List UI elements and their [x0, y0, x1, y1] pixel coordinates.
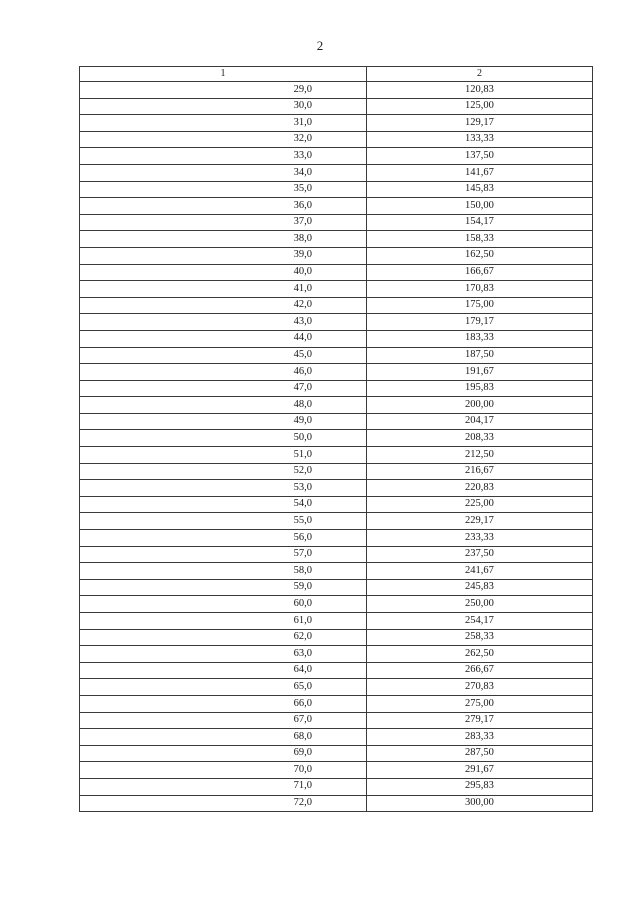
cell-column-2: 245,83 — [367, 579, 593, 596]
cell-column-2: 179,17 — [367, 314, 593, 331]
cell-column-2: 187,50 — [367, 347, 593, 364]
cell-column-1: 66,0 — [80, 695, 367, 712]
column-header-1: 1 — [80, 67, 367, 82]
table-row — [80, 613, 593, 630]
header-row — [80, 67, 593, 82]
table-row — [80, 447, 593, 464]
cell-column-1: 53,0 — [80, 480, 367, 497]
cell-column-1: 34,0 — [80, 164, 367, 181]
cell-column-2: 183,33 — [367, 330, 593, 347]
cell-column-1: 48,0 — [80, 397, 367, 414]
cell-column-1: 32,0 — [80, 131, 367, 148]
table-row — [80, 795, 593, 812]
table-row — [80, 297, 593, 314]
table-row — [80, 745, 593, 762]
cell-column-2: 254,17 — [367, 613, 593, 630]
cell-column-1: 46,0 — [80, 364, 367, 381]
cell-column-1: 54,0 — [80, 496, 367, 513]
table-row — [80, 596, 593, 613]
table-row — [80, 778, 593, 795]
cell-column-1: 29,0 — [80, 82, 367, 99]
cell-column-2: 141,67 — [367, 164, 593, 181]
cell-column-2: 266,67 — [367, 662, 593, 679]
table-row — [80, 231, 593, 248]
cell-column-2: 120,83 — [367, 82, 593, 99]
cell-column-1: 35,0 — [80, 181, 367, 198]
cell-column-1: 57,0 — [80, 546, 367, 563]
cell-column-1: 36,0 — [80, 198, 367, 215]
cell-column-1: 60,0 — [80, 596, 367, 613]
table-row — [80, 762, 593, 779]
cell-column-2: 200,00 — [367, 397, 593, 414]
cell-column-2: 208,33 — [367, 430, 593, 447]
cell-column-1: 63,0 — [80, 646, 367, 663]
cell-column-2: 287,50 — [367, 745, 593, 762]
table-row — [80, 579, 593, 596]
column-header-2: 2 — [367, 67, 593, 82]
table-row — [80, 695, 593, 712]
cell-column-1: 47,0 — [80, 380, 367, 397]
table-row — [80, 397, 593, 414]
table-row — [80, 131, 593, 148]
cell-column-2: 262,50 — [367, 646, 593, 663]
cell-column-2: 195,83 — [367, 380, 593, 397]
table-row — [80, 264, 593, 281]
table-row — [80, 380, 593, 397]
cell-column-2: 291,67 — [367, 762, 593, 779]
cell-column-2: 295,83 — [367, 778, 593, 795]
cell-column-2: 162,50 — [367, 247, 593, 264]
table-body — [80, 82, 593, 812]
cell-column-1: 72,0 — [80, 795, 367, 812]
table-row — [80, 164, 593, 181]
table-row — [80, 463, 593, 480]
table-row — [80, 148, 593, 165]
cell-column-2: 250,00 — [367, 596, 593, 613]
cell-column-1: 50,0 — [80, 430, 367, 447]
table-row — [80, 629, 593, 646]
cell-column-2: 129,17 — [367, 115, 593, 132]
table-row — [80, 563, 593, 580]
cell-column-1: 64,0 — [80, 662, 367, 679]
cell-column-2: 150,00 — [367, 198, 593, 215]
cell-column-1: 37,0 — [80, 214, 367, 231]
cell-column-1: 51,0 — [80, 447, 367, 464]
cell-column-2: 258,33 — [367, 629, 593, 646]
cell-column-1: 42,0 — [80, 297, 367, 314]
table-row — [80, 530, 593, 547]
table-row — [80, 314, 593, 331]
cell-column-1: 65,0 — [80, 679, 367, 696]
cell-column-2: 125,00 — [367, 98, 593, 115]
cell-column-2: 145,83 — [367, 181, 593, 198]
table-row — [80, 347, 593, 364]
table-row — [80, 662, 593, 679]
table-row — [80, 513, 593, 530]
cell-column-1: 33,0 — [80, 148, 367, 165]
cell-column-2: 170,83 — [367, 281, 593, 298]
cell-column-1: 39,0 — [80, 247, 367, 264]
data-table — [79, 66, 593, 812]
table-row — [80, 281, 593, 298]
cell-column-1: 62,0 — [80, 629, 367, 646]
cell-column-2: 154,17 — [367, 214, 593, 231]
cell-column-1: 58,0 — [80, 563, 367, 580]
table-row — [80, 181, 593, 198]
table-row — [80, 247, 593, 264]
table-header — [80, 67, 593, 82]
cell-column-1: 52,0 — [80, 463, 367, 480]
cell-column-1: 59,0 — [80, 579, 367, 596]
cell-column-1: 30,0 — [80, 98, 367, 115]
cell-column-2: 275,00 — [367, 695, 593, 712]
table-row — [80, 729, 593, 746]
cell-column-1: 69,0 — [80, 745, 367, 762]
cell-column-2: 229,17 — [367, 513, 593, 530]
table-row — [80, 496, 593, 513]
cell-column-2: 137,50 — [367, 148, 593, 165]
table-row — [80, 646, 593, 663]
table-row — [80, 546, 593, 563]
table-row — [80, 679, 593, 696]
table-row — [80, 480, 593, 497]
cell-column-1: 70,0 — [80, 762, 367, 779]
cell-column-1: 43,0 — [80, 314, 367, 331]
table-row — [80, 98, 593, 115]
cell-column-2: 158,33 — [367, 231, 593, 248]
cell-column-2: 233,33 — [367, 530, 593, 547]
page-number: 2 — [316, 38, 324, 53]
table-row — [80, 198, 593, 215]
cell-column-2: 300,00 — [367, 795, 593, 812]
cell-column-1: 49,0 — [80, 413, 367, 430]
cell-column-1: 44,0 — [80, 330, 367, 347]
cell-column-1: 68,0 — [80, 729, 367, 746]
table-row — [80, 82, 593, 99]
cell-column-2: 270,83 — [367, 679, 593, 696]
cell-column-1: 45,0 — [80, 347, 367, 364]
cell-column-2: 216,67 — [367, 463, 593, 480]
cell-column-1: 41,0 — [80, 281, 367, 298]
cell-column-2: 220,83 — [367, 480, 593, 497]
cell-column-1: 61,0 — [80, 613, 367, 630]
cell-column-2: 237,50 — [367, 546, 593, 563]
table-row — [80, 330, 593, 347]
table-row — [80, 430, 593, 447]
cell-column-2: 191,67 — [367, 364, 593, 381]
table-row — [80, 364, 593, 381]
cell-column-1: 67,0 — [80, 712, 367, 729]
cell-column-2: 166,67 — [367, 264, 593, 281]
cell-column-2: 225,00 — [367, 496, 593, 513]
table-row — [80, 413, 593, 430]
cell-column-1: 56,0 — [80, 530, 367, 547]
cell-column-1: 40,0 — [80, 264, 367, 281]
cell-column-2: 175,00 — [367, 297, 593, 314]
table-row — [80, 115, 593, 132]
cell-column-1: 55,0 — [80, 513, 367, 530]
cell-column-2: 283,33 — [367, 729, 593, 746]
cell-column-2: 212,50 — [367, 447, 593, 464]
table-row — [80, 712, 593, 729]
table-row — [80, 214, 593, 231]
cell-column-2: 279,17 — [367, 712, 593, 729]
cell-column-1: 31,0 — [80, 115, 367, 132]
cell-column-1: 71,0 — [80, 778, 367, 795]
cell-column-2: 204,17 — [367, 413, 593, 430]
cell-column-2: 133,33 — [367, 131, 593, 148]
cell-column-1: 38,0 — [80, 231, 367, 248]
cell-column-2: 241,67 — [367, 563, 593, 580]
